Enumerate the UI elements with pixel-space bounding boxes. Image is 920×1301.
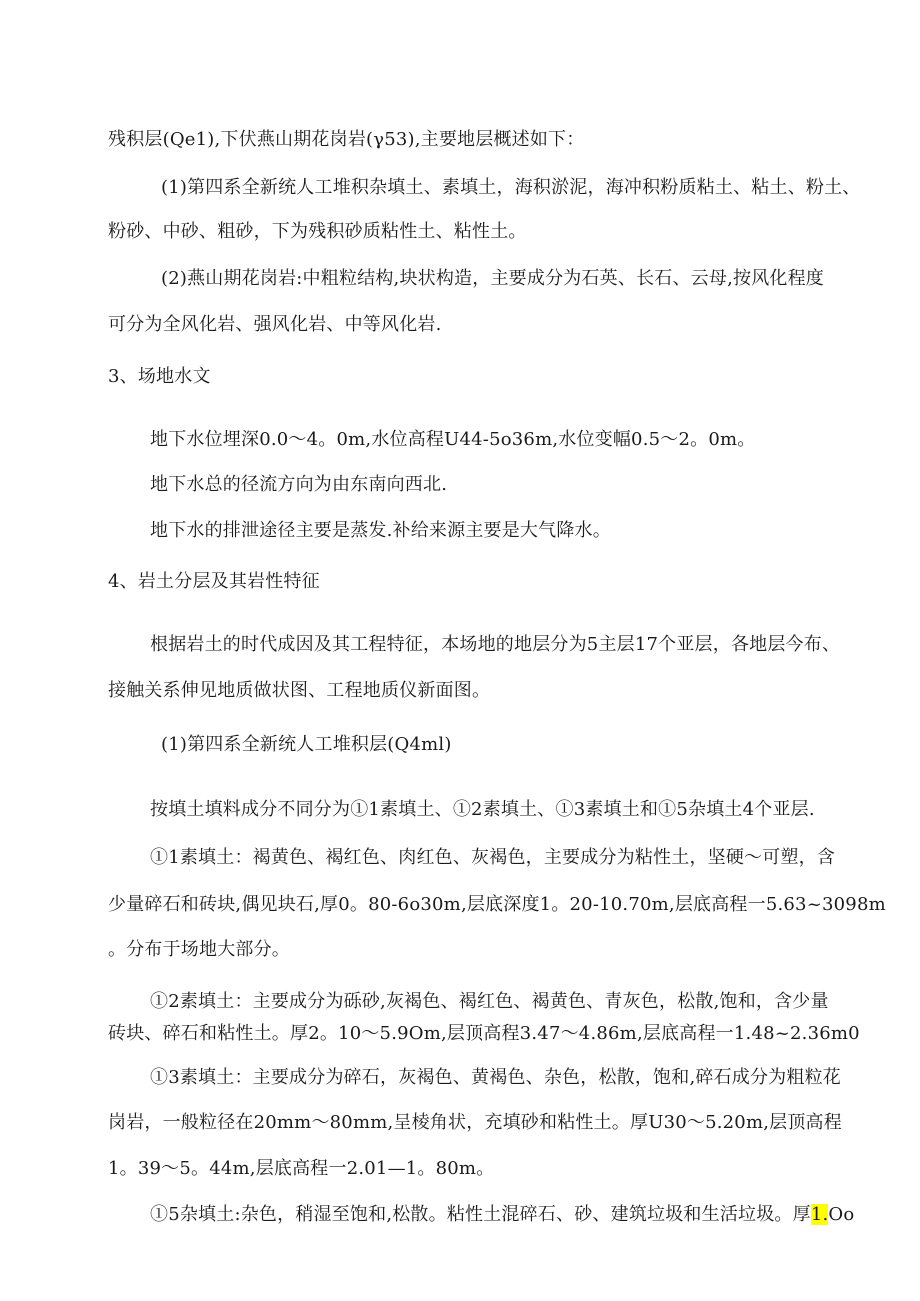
text-line-last	[150, 1203, 854, 1227]
text-line: 1。39～5。44m,层底高程一2.01—1。80m。	[108, 1158, 495, 1179]
text-line: 地下水位埋深0.0～4。0m,水位高程U44-5o36m,水位变幅0.5～2。0m。	[150, 429, 756, 450]
text-line: ①2素填土：主要成分为砾砂,灰褐色、褐红色、褐黄色、青灰色，松散,饱和，含少量	[150, 991, 829, 1012]
text-line: 根据岩土的时代成因及其工程特征，本场地的地层分为5主层17个亚层，各地层今布、	[150, 634, 841, 655]
text-line: 可分为全风化岩、强风化岩、中等风化岩.	[108, 314, 442, 335]
text-line: ①1素填土：褐黄色、褐红色、肉红色、灰褐色，主要成分为粘性土，坚硬～可塑，含	[150, 847, 836, 868]
highlighted-text: 1.	[810, 1204, 829, 1225]
subsection-heading: (1)第四系全新统人工堆积层(Q4ml)	[161, 734, 452, 755]
last-line-text: ①5杂填土:杂色，稍湿至饱和,松散。粘性土混碎石、砂、建筑垃圾和生活垃圾。厚	[150, 1204, 811, 1225]
text-line: 粉砂、中砂、粗砂，下为残积砂质粘性土、粘性土。	[108, 221, 527, 242]
section-heading: 3、场地水文	[108, 366, 211, 387]
text-line: 砖块、碎石和粘性土。厚2。10～5.9Om,层顶高程3.47～4.86m,层底高程一1.48~2.36m0	[108, 1023, 860, 1044]
text-line: (2)燕山期花岗岩:中粗粒结构,块状构造，主要成分为石英、长石、云母,按风化程度	[161, 268, 825, 289]
text-line: ①3素填土：主要成分为碎石，灰褐色、黄褐色、杂色，松散，饱和,碎石成分为粗粒花	[150, 1067, 841, 1088]
last-line-tail: Oo	[828, 1204, 855, 1225]
text-line: 接触关系伸见地质做状图、工程地质仪新面图。	[108, 680, 491, 701]
text-line: 地下水的排泄途径主要是蒸发.补给来源主要是大气降水。	[150, 520, 611, 541]
text-line: 地下水总的径流方向为由东南向西北.	[150, 474, 448, 495]
text-line: (1)第四系全新统人工堆积杂填土、素填土，海积淤泥，海冲积粉质粘土、粘土、粉土、	[161, 177, 861, 198]
text-line: 岗岩，一般粒径在20mm～80mm,呈棱角状，充填砂和粘性土。厚U30～5.20m,层顶高程	[108, 1112, 842, 1133]
text-line: 少量碎石和砖块,偶见块石,厚0。80-6o30m,层底深度1。20-10.70m,层底高程一5.63~3098m	[108, 894, 886, 915]
text-line: 残积层(Qe1),下伏燕山期花岗岩(γ53),主要地层概述如下：	[108, 129, 585, 150]
text-line: 按填土填料成分不同分为①1素填土、①2素填土、①3素填土和①5杂填土4个亚层.	[150, 799, 815, 820]
text-line: 。分布于场地大部分。	[108, 939, 290, 960]
section-heading: 4、岩土分层及其岩性特征	[108, 571, 320, 592]
